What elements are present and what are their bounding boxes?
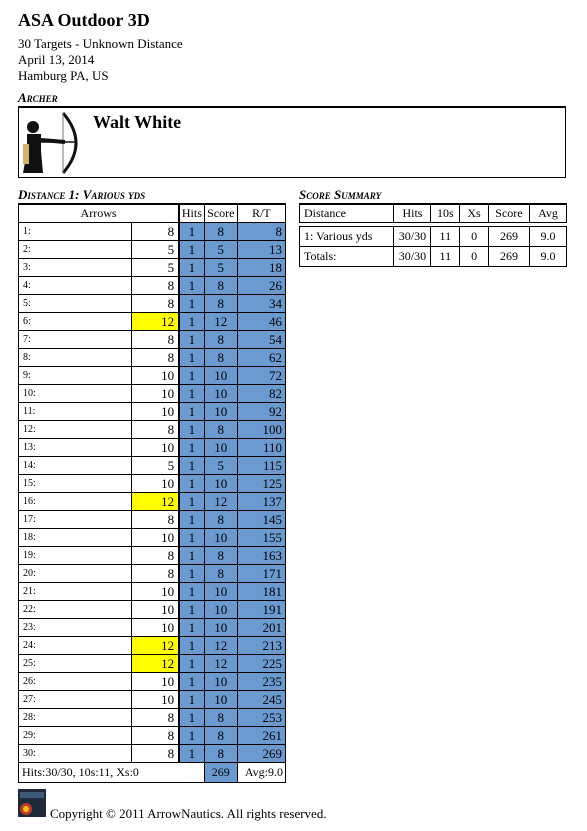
running-total: 46 [237, 313, 285, 331]
hit-count: 1 [179, 259, 204, 277]
arrow-value: 8 [132, 547, 179, 565]
summary-row [300, 227, 567, 247]
score-row [19, 637, 286, 655]
target-number: 10: [19, 385, 132, 403]
hit-count: 1 [179, 601, 204, 619]
arrow-value: 10 [132, 529, 179, 547]
copyright-text: Copyright © 2011 ArrowNautics. All rights reserved. [50, 806, 327, 821]
target-score: 8 [204, 421, 237, 439]
target-score: 8 [204, 295, 237, 313]
summary-hits: 30/30 [394, 227, 431, 247]
arrow-value: 10 [132, 583, 179, 601]
running-total: 100 [237, 421, 285, 439]
average: Avg:9.0 [237, 763, 285, 783]
target-score: 10 [204, 691, 237, 709]
score-row [19, 511, 286, 529]
hit-count: 1 [179, 673, 204, 691]
totals-stats: Hits:30/30, 10s:11, Xs:0 [19, 763, 205, 783]
target-score: 8 [204, 277, 237, 295]
target-score: 10 [204, 583, 237, 601]
score-row [19, 709, 286, 727]
arrow-value: 10 [132, 439, 179, 457]
score-row [19, 313, 286, 331]
target-number: 13: [19, 439, 132, 457]
target-score: 8 [204, 745, 237, 763]
score-row [19, 277, 286, 295]
hit-count: 1 [179, 727, 204, 745]
score-row [19, 331, 286, 349]
score-row [19, 565, 286, 583]
running-total: 137 [237, 493, 285, 511]
arrow-value: 8 [132, 511, 179, 529]
arrow-value: 10 [132, 691, 179, 709]
target-number: 21: [19, 583, 132, 601]
target-score: 10 [204, 367, 237, 385]
hit-count: 1 [179, 439, 204, 457]
archer-section-heading: Archer [18, 90, 566, 107]
totals-avg: 9.0 [530, 247, 567, 267]
arrow-value: 8 [132, 295, 179, 313]
totals-hits: 30/30 [394, 247, 431, 267]
avg-header: Avg [530, 205, 567, 223]
score-table [18, 204, 286, 783]
score-row [19, 241, 286, 259]
arrow-value: 8 [132, 277, 179, 295]
arrownautics-logo [18, 789, 46, 817]
hits-header: Hits [179, 205, 204, 223]
hit-count: 1 [179, 691, 204, 709]
hit-count: 1 [179, 313, 204, 331]
running-total: 235 [237, 673, 285, 691]
running-total: 225 [237, 655, 285, 673]
target-score: 8 [204, 727, 237, 745]
rt-header: R/T [237, 205, 285, 223]
running-total: 26 [237, 277, 285, 295]
arrow-value: 5 [132, 259, 179, 277]
target-number: 6: [19, 313, 132, 331]
arrow-value: 10 [132, 673, 179, 691]
summary-hits-header: Hits [394, 205, 431, 223]
target-score: 8 [204, 547, 237, 565]
target-number: 8: [19, 349, 132, 367]
arrow-value: 8 [132, 745, 179, 763]
arrow-value: 5 [132, 241, 179, 259]
hit-count: 1 [179, 331, 204, 349]
arrow-value: 12 [132, 313, 179, 331]
summary-score: 269 [488, 227, 529, 247]
arrow-value: 10 [132, 403, 179, 421]
target-score: 5 [204, 457, 237, 475]
running-total: 125 [237, 475, 285, 493]
total-score: 269 [204, 763, 237, 783]
page-title: ASA Outdoor 3D [18, 10, 150, 30]
arrow-value: 12 [132, 637, 179, 655]
target-number: 30: [19, 745, 132, 763]
arrow-value: 8 [132, 421, 179, 439]
summary-table-header [300, 205, 567, 223]
distance-section-heading: Distance 1: Various yds [18, 187, 286, 204]
score-row [19, 223, 286, 241]
running-total: 115 [237, 457, 285, 475]
score-row [19, 367, 286, 385]
running-total: 92 [237, 403, 285, 421]
score-table-footer [19, 763, 286, 783]
totals-tens: 11 [431, 247, 460, 267]
hit-count: 1 [179, 547, 204, 565]
score-row [19, 457, 286, 475]
target-number: 4: [19, 277, 132, 295]
hit-count: 1 [179, 295, 204, 313]
target-score: 8 [204, 349, 237, 367]
target-number: 18: [19, 529, 132, 547]
running-total: 82 [237, 385, 285, 403]
target-number: 25: [19, 655, 132, 673]
running-total: 181 [237, 583, 285, 601]
summary-score-header: Score [488, 205, 529, 223]
arrow-value: 5 [132, 457, 179, 475]
target-number: 19: [19, 547, 132, 565]
hit-count: 1 [179, 745, 204, 763]
hit-count: 1 [179, 619, 204, 637]
running-total: 261 [237, 727, 285, 745]
hit-count: 1 [179, 421, 204, 439]
archer-icon [23, 111, 83, 175]
score-row [19, 745, 286, 763]
summary-section-heading: Score Summary [299, 187, 567, 204]
score-table-header [19, 205, 286, 223]
archer-box [18, 107, 566, 178]
score-row [19, 655, 286, 673]
target-score: 10 [204, 673, 237, 691]
score-header: Score [204, 205, 237, 223]
arrows-header: Arrows [19, 205, 180, 223]
arrow-value: 10 [132, 385, 179, 403]
hit-count: 1 [179, 457, 204, 475]
score-row [19, 691, 286, 709]
summary-avg: 9.0 [530, 227, 567, 247]
hit-count: 1 [179, 511, 204, 529]
hit-count: 1 [179, 475, 204, 493]
hit-count: 1 [179, 565, 204, 583]
score-row [19, 493, 286, 511]
hit-count: 1 [179, 223, 204, 241]
hit-count: 1 [179, 385, 204, 403]
hit-count: 1 [179, 655, 204, 673]
target-score: 5 [204, 241, 237, 259]
event-subtitle: 30 Targets - Unknown Distance [18, 36, 183, 51]
score-row [19, 619, 286, 637]
totals-label: Totals: [300, 247, 394, 267]
target-score: 8 [204, 709, 237, 727]
running-total: 201 [237, 619, 285, 637]
running-total: 62 [237, 349, 285, 367]
running-total: 110 [237, 439, 285, 457]
score-row [19, 439, 286, 457]
target-number: 1: [19, 223, 132, 241]
running-total: 191 [237, 601, 285, 619]
totals-xs: 0 [460, 247, 489, 267]
arrow-value: 10 [132, 475, 179, 493]
running-total: 145 [237, 511, 285, 529]
target-score: 10 [204, 619, 237, 637]
arrow-value: 8 [132, 565, 179, 583]
target-score: 8 [204, 565, 237, 583]
score-row [19, 295, 286, 313]
arrow-value: 12 [132, 493, 179, 511]
score-row [19, 385, 286, 403]
arrow-value: 8 [132, 727, 179, 745]
target-score: 8 [204, 223, 237, 241]
running-total: 34 [237, 295, 285, 313]
target-number: 26: [19, 673, 132, 691]
hit-count: 1 [179, 349, 204, 367]
target-score: 12 [204, 313, 237, 331]
arrow-value: 10 [132, 367, 179, 385]
running-total: 171 [237, 565, 285, 583]
score-row [19, 727, 286, 745]
target-number: 12: [19, 421, 132, 439]
target-score: 8 [204, 331, 237, 349]
target-number: 22: [19, 601, 132, 619]
target-score: 10 [204, 601, 237, 619]
xs-header: Xs [460, 205, 489, 223]
target-number: 27: [19, 691, 132, 709]
distance-header: Distance [300, 205, 394, 223]
target-number: 23: [19, 619, 132, 637]
running-total: 72 [237, 367, 285, 385]
arrow-value: 8 [132, 709, 179, 727]
score-row [19, 583, 286, 601]
target-score: 10 [204, 529, 237, 547]
running-total: 213 [237, 637, 285, 655]
target-number: 20: [19, 565, 132, 583]
target-number: 16: [19, 493, 132, 511]
logo-icon [18, 789, 46, 817]
event-date: April 13, 2014 [18, 52, 95, 67]
target-score: 10 [204, 439, 237, 457]
arrow-value: 8 [132, 349, 179, 367]
summary-table [299, 204, 567, 267]
summary-totals-row [300, 247, 567, 267]
running-total: 8 [237, 223, 285, 241]
target-number: 29: [19, 727, 132, 745]
target-number: 9: [19, 367, 132, 385]
hit-count: 1 [179, 403, 204, 421]
target-score: 12 [204, 637, 237, 655]
running-total: 155 [237, 529, 285, 547]
running-total: 18 [237, 259, 285, 277]
target-score: 8 [204, 511, 237, 529]
target-number: 24: [19, 637, 132, 655]
running-total: 253 [237, 709, 285, 727]
score-row [19, 349, 286, 367]
running-total: 54 [237, 331, 285, 349]
summary-tens: 11 [431, 227, 460, 247]
arrow-value: 12 [132, 655, 179, 673]
target-score: 5 [204, 259, 237, 277]
score-row [19, 259, 286, 277]
running-total: 269 [237, 745, 285, 763]
target-number: 14: [19, 457, 132, 475]
tens-header: 10s [431, 205, 460, 223]
target-number: 17: [19, 511, 132, 529]
target-score: 10 [204, 403, 237, 421]
event-location: Hamburg PA, US [18, 68, 109, 83]
archer-name: Walt White [93, 112, 182, 132]
target-number: 11: [19, 403, 132, 421]
target-score: 12 [204, 655, 237, 673]
arrow-value: 10 [132, 601, 179, 619]
target-number: 7: [19, 331, 132, 349]
running-total: 163 [237, 547, 285, 565]
summary-xs: 0 [460, 227, 489, 247]
hit-count: 1 [179, 529, 204, 547]
arrow-value: 10 [132, 619, 179, 637]
target-number: 15: [19, 475, 132, 493]
score-row [19, 673, 286, 691]
score-row [19, 475, 286, 493]
summary-distance: 1: Various yds [300, 227, 394, 247]
target-score: 12 [204, 493, 237, 511]
target-score: 10 [204, 385, 237, 403]
hit-count: 1 [179, 583, 204, 601]
hit-count: 1 [179, 637, 204, 655]
arrow-value: 8 [132, 223, 179, 241]
hit-count: 1 [179, 241, 204, 259]
target-score: 10 [204, 475, 237, 493]
target-number: 28: [19, 709, 132, 727]
score-row [19, 529, 286, 547]
running-total: 245 [237, 691, 285, 709]
hit-count: 1 [179, 709, 204, 727]
hit-count: 1 [179, 493, 204, 511]
totals-score: 269 [488, 247, 529, 267]
target-number: 5: [19, 295, 132, 313]
score-row [19, 421, 286, 439]
target-number: 3: [19, 259, 132, 277]
score-row [19, 403, 286, 421]
target-number: 2: [19, 241, 132, 259]
score-row [19, 601, 286, 619]
hit-count: 1 [179, 277, 204, 295]
running-total: 13 [237, 241, 285, 259]
hit-count: 1 [179, 367, 204, 385]
arrow-value: 8 [132, 331, 179, 349]
score-row [19, 547, 286, 565]
